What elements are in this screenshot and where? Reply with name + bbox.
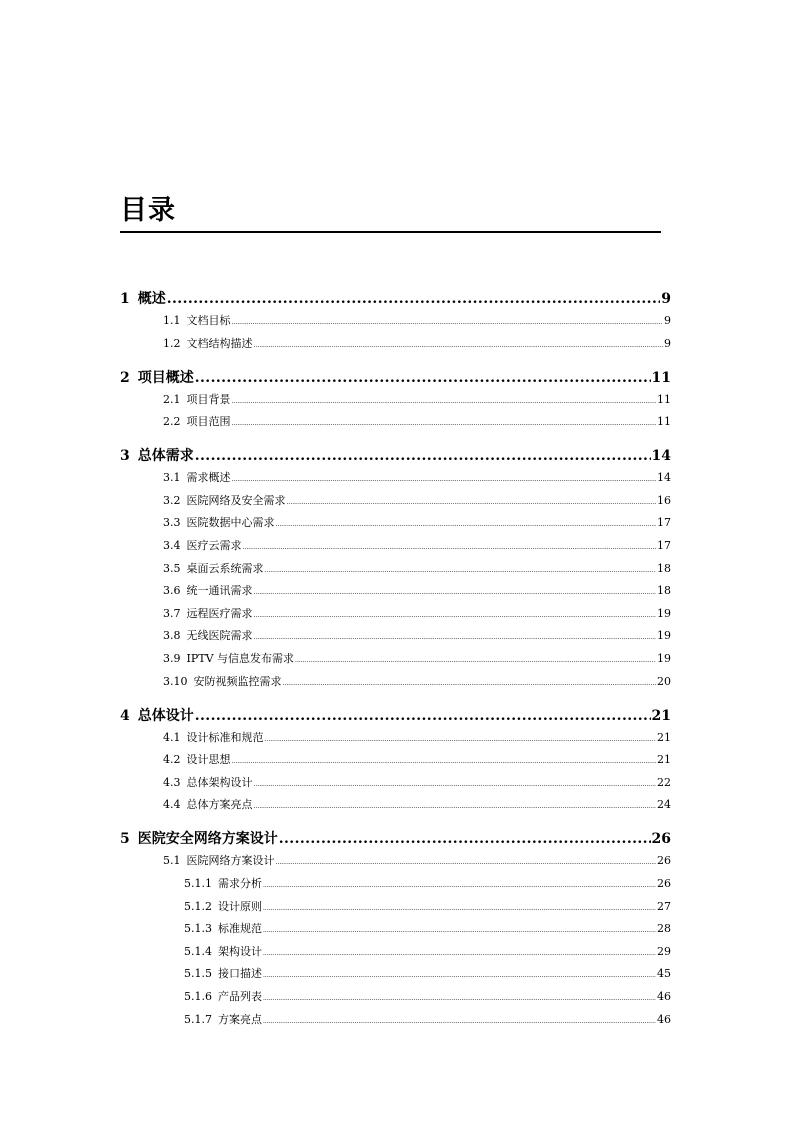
toc-dot-leader (263, 950, 656, 957)
toc-page-number: 11 (657, 415, 671, 429)
toc-page-number: 11 (651, 369, 671, 386)
toc-page-number: 45 (657, 967, 671, 981)
toc-section-entry[interactable] (184, 920, 671, 936)
toc-entry-text: 架构设计 (218, 944, 262, 958)
toc-page-number: 19 (657, 606, 671, 620)
toc-page-number: 22 (657, 775, 671, 789)
toc-page-number: 28 (657, 922, 671, 936)
toc-section-entry[interactable] (163, 673, 671, 689)
toc-entry-text: 项目背景 (186, 392, 231, 406)
toc-dot-leader (167, 291, 661, 307)
toc-entry-label (163, 537, 242, 553)
toc-chapter-entry[interactable] (120, 828, 671, 848)
toc-entry-number: 4 (120, 707, 130, 724)
toc-section-entry[interactable] (163, 774, 671, 790)
toc-section-entry[interactable] (163, 469, 671, 485)
toc-entry-text: 桌面云系统需求 (186, 561, 264, 575)
toc-section-entry[interactable] (163, 312, 671, 328)
toc-section-entry[interactable] (163, 582, 671, 598)
toc-dot-leader (254, 634, 657, 641)
toc-entry-label (163, 627, 253, 643)
toc-dot-leader (265, 736, 657, 743)
toc-entry-text: 需求概述 (186, 471, 231, 485)
toc-dot-leader (295, 657, 656, 664)
toc-entry-number: 3.4 (163, 539, 181, 552)
toc-dot-leader (276, 859, 657, 866)
toc-entry-text: 医院网络及安全需求 (186, 493, 286, 507)
toc-entry-text: 远程医疗需求 (186, 606, 253, 620)
toc-entry-label (184, 1011, 262, 1027)
toc-entry-text: 项目概述 (137, 369, 194, 386)
toc-dot-leader (232, 758, 657, 765)
toc-dot-leader (265, 567, 657, 574)
toc-page-number: 11 (657, 392, 671, 406)
toc-entry-label (163, 605, 253, 621)
toc-entry-number: 2.2 (163, 415, 181, 429)
toc-section-entry[interactable] (163, 560, 671, 576)
toc-section-entry[interactable] (163, 852, 671, 868)
toc-section-entry[interactable] (163, 413, 671, 429)
toc-dot-leader (263, 995, 656, 1002)
toc-entry-label (163, 852, 275, 868)
toc-entry-number: 5.1.3 (184, 922, 212, 936)
toc-title: 目录 (120, 195, 176, 226)
toc-entry-text: 需求分析 (218, 877, 262, 890)
toc-dot-leader (254, 781, 657, 788)
toc-dot-leader (254, 803, 657, 810)
toc-dot-leader (195, 708, 651, 724)
toc-entry-text: 医院安全网络方案设计 (137, 831, 278, 848)
toc-entry-label (163, 514, 275, 530)
toc-entry-label (120, 445, 194, 465)
toc-entry-text: 接口描述 (218, 967, 262, 981)
toc-entry-number: 3.1 (163, 471, 181, 485)
toc-entry-text: 标准规范 (218, 922, 262, 936)
toc-entry-text: 安防视频监控需求 (193, 674, 282, 688)
toc-page-number: 9 (661, 291, 671, 307)
toc-page-number: 14 (651, 448, 671, 465)
toc-entry-text: 设计思想 (186, 753, 231, 767)
toc-entry-text: IPTV 与信息发布需求 (186, 652, 295, 665)
toc-entry-label (120, 367, 194, 387)
toc-entry-number: 5.1 (163, 854, 181, 868)
toc-section-entry[interactable] (163, 391, 671, 407)
toc-entry-label (163, 729, 264, 745)
toc-entry-text: 总体方案亮点 (186, 798, 253, 812)
toc-entry-text: 文档目标 (186, 314, 231, 327)
toc-entry-text: 设计标准和规范 (186, 730, 264, 744)
toc-entry-label (184, 965, 262, 981)
toc-entry-text: 概述 (137, 291, 166, 307)
toc-page-number: 14 (657, 471, 671, 485)
toc-entry-number: 5.1.6 (184, 990, 212, 1003)
toc-entry-label (163, 751, 231, 767)
toc-entry-text: 总体设计 (137, 707, 194, 724)
toc-dot-leader (279, 831, 651, 847)
toc-entry-number: 3.5 (163, 561, 181, 575)
toc-entry-text: 无线医院需求 (186, 629, 253, 643)
toc-section-entry[interactable] (163, 751, 671, 767)
toc-entry-number: 5.1.7 (184, 1012, 212, 1026)
toc-entry-number: 4.3 (163, 775, 181, 789)
toc-section-entry[interactable] (184, 1011, 671, 1027)
toc-entry-label (184, 943, 262, 959)
toc-page-number: 21 (657, 753, 671, 767)
toc-section-entry[interactable] (184, 988, 671, 1004)
toc-dot-leader (263, 905, 656, 912)
toc-section-entry[interactable] (163, 514, 671, 530)
toc-entry-label (163, 492, 286, 508)
toc-page-number: 9 (664, 314, 671, 327)
toc-entry-number: 5.1.2 (184, 899, 212, 913)
toc-entry-text: 总体架构设计 (186, 775, 253, 789)
toc-entry-number: 3.2 (163, 493, 181, 507)
toc-section-entry[interactable] (184, 875, 671, 891)
toc-entry-number: 5.1.5 (184, 967, 212, 981)
toc-entry-number: 3.9 (163, 652, 181, 665)
toc-entry-number: 2 (120, 369, 130, 386)
toc-entry-number: 1.2 (163, 336, 181, 350)
toc-dot-leader (243, 544, 657, 551)
toc-entry-text: 医院网络方案设计 (186, 854, 275, 868)
toc-entry-text: 医院数据中心需求 (186, 516, 275, 530)
toc-section-entry[interactable] (163, 492, 671, 508)
toc-entry-label (163, 796, 253, 812)
toc-page-number: 19 (657, 629, 671, 643)
toc-entry-number: 3 (120, 448, 130, 465)
toc-entry-text: 文档结构描述 (186, 336, 253, 350)
toc-entry-text: 总体需求 (137, 448, 194, 465)
toc-page-number: 9 (664, 336, 671, 350)
toc-dot-leader (195, 370, 651, 386)
toc-entry-number: 4.4 (163, 798, 181, 812)
toc-dot-leader (232, 398, 657, 405)
toc-chapter-entry[interactable] (120, 367, 671, 387)
toc-entry-text: 统一通讯需求 (186, 584, 253, 598)
toc-entry-label (120, 828, 278, 848)
toc-entry-label (163, 582, 253, 598)
toc-dot-leader (254, 342, 664, 349)
toc-page-number: 26 (657, 854, 671, 868)
toc-page-number: 29 (657, 944, 671, 958)
toc-entry-number: 1.1 (163, 314, 181, 327)
toc-section-entry[interactable] (163, 627, 671, 643)
toc-entry-label (163, 391, 231, 407)
toc-dot-leader (283, 680, 657, 687)
toc-entry-label (184, 920, 262, 936)
toc-page-number: 46 (657, 990, 671, 1003)
toc-entry-text: 医疗云需求 (186, 539, 242, 552)
toc-entry-number: 2.1 (163, 392, 181, 406)
toc-section-entry[interactable] (184, 943, 671, 959)
toc-entry-number: 4.1 (163, 730, 181, 744)
toc-entry-number: 3.8 (163, 629, 181, 643)
toc-section-entry[interactable] (184, 898, 671, 914)
toc-page-number: 26 (657, 877, 671, 890)
toc-entry-number: 3.3 (163, 516, 181, 530)
toc-page-number: 27 (657, 899, 671, 913)
toc-dot-leader (263, 1018, 656, 1025)
toc-section-entry[interactable] (163, 796, 671, 812)
toc-entry-number: 3.7 (163, 606, 181, 620)
toc-dot-leader (254, 612, 657, 619)
toc-dot-leader (254, 589, 657, 596)
toc-entry-number: 5.1.4 (184, 944, 212, 958)
toc-page-number: 24 (657, 798, 671, 812)
toc-chapter-entry[interactable] (120, 705, 671, 725)
toc-entry-label (163, 774, 253, 790)
toc-page-number: 26 (651, 831, 671, 848)
toc-dot-leader (232, 420, 657, 427)
toc-page-number: 18 (657, 584, 671, 598)
toc-section-entry[interactable] (163, 650, 671, 666)
toc-page-number: 16 (657, 493, 671, 507)
toc-section-entry[interactable] (163, 335, 671, 351)
toc-chapter-entry[interactable] (120, 445, 671, 465)
toc-entry-number: 5.1.1 (184, 877, 212, 890)
toc-entry-label (163, 335, 253, 351)
toc-page-number: 19 (657, 652, 671, 665)
toc-entry-number: 4.2 (163, 753, 181, 767)
toc-dot-leader (232, 476, 657, 483)
toc-dot-leader (276, 521, 657, 528)
toc-page-number: 46 (657, 1012, 671, 1026)
toc-section-entry[interactable] (163, 729, 671, 745)
toc-entry-label (163, 560, 264, 576)
toc-dot-leader (232, 319, 664, 326)
toc-entry-label (120, 288, 166, 308)
toc-page-number: 20 (657, 674, 671, 688)
toc-entry-label (163, 469, 231, 485)
toc-entry-label (184, 898, 262, 914)
toc-entry-number: 1 (120, 291, 130, 307)
toc-entry-label (184, 875, 262, 891)
toc-dot-leader (263, 882, 656, 889)
toc-dot-leader (287, 499, 657, 506)
toc-entry-label (163, 413, 231, 429)
toc-entry-label (163, 650, 294, 666)
toc-entry-text: 项目范围 (186, 415, 231, 429)
toc-dot-leader (263, 927, 656, 934)
toc-entry-label (163, 312, 231, 328)
toc-entry-text: 设计原则 (218, 899, 262, 913)
toc-entry-number: 3.10 (163, 674, 188, 688)
toc-page-number: 18 (657, 561, 671, 575)
toc-section-entry[interactable] (163, 537, 671, 553)
toc-entry-label (120, 705, 194, 725)
toc-dot-leader (195, 448, 651, 464)
toc-entry-label (163, 673, 282, 689)
toc-entry-text: 方案亮点 (218, 1012, 262, 1026)
toc-section-entry[interactable] (184, 965, 671, 981)
toc-chapter-entry[interactable] (120, 288, 671, 308)
toc-dot-leader (263, 972, 656, 979)
toc-entry-label (184, 988, 262, 1004)
toc-page-number: 17 (657, 516, 671, 530)
toc-section-entry[interactable] (163, 605, 671, 621)
toc-entry-number: 3.6 (163, 584, 181, 598)
toc-entry-number: 5 (120, 831, 130, 848)
toc-page-number: 21 (651, 707, 671, 724)
toc-entry-text: 产品列表 (218, 990, 262, 1003)
toc-page-number: 21 (657, 730, 671, 744)
toc-page-number: 17 (657, 539, 671, 552)
